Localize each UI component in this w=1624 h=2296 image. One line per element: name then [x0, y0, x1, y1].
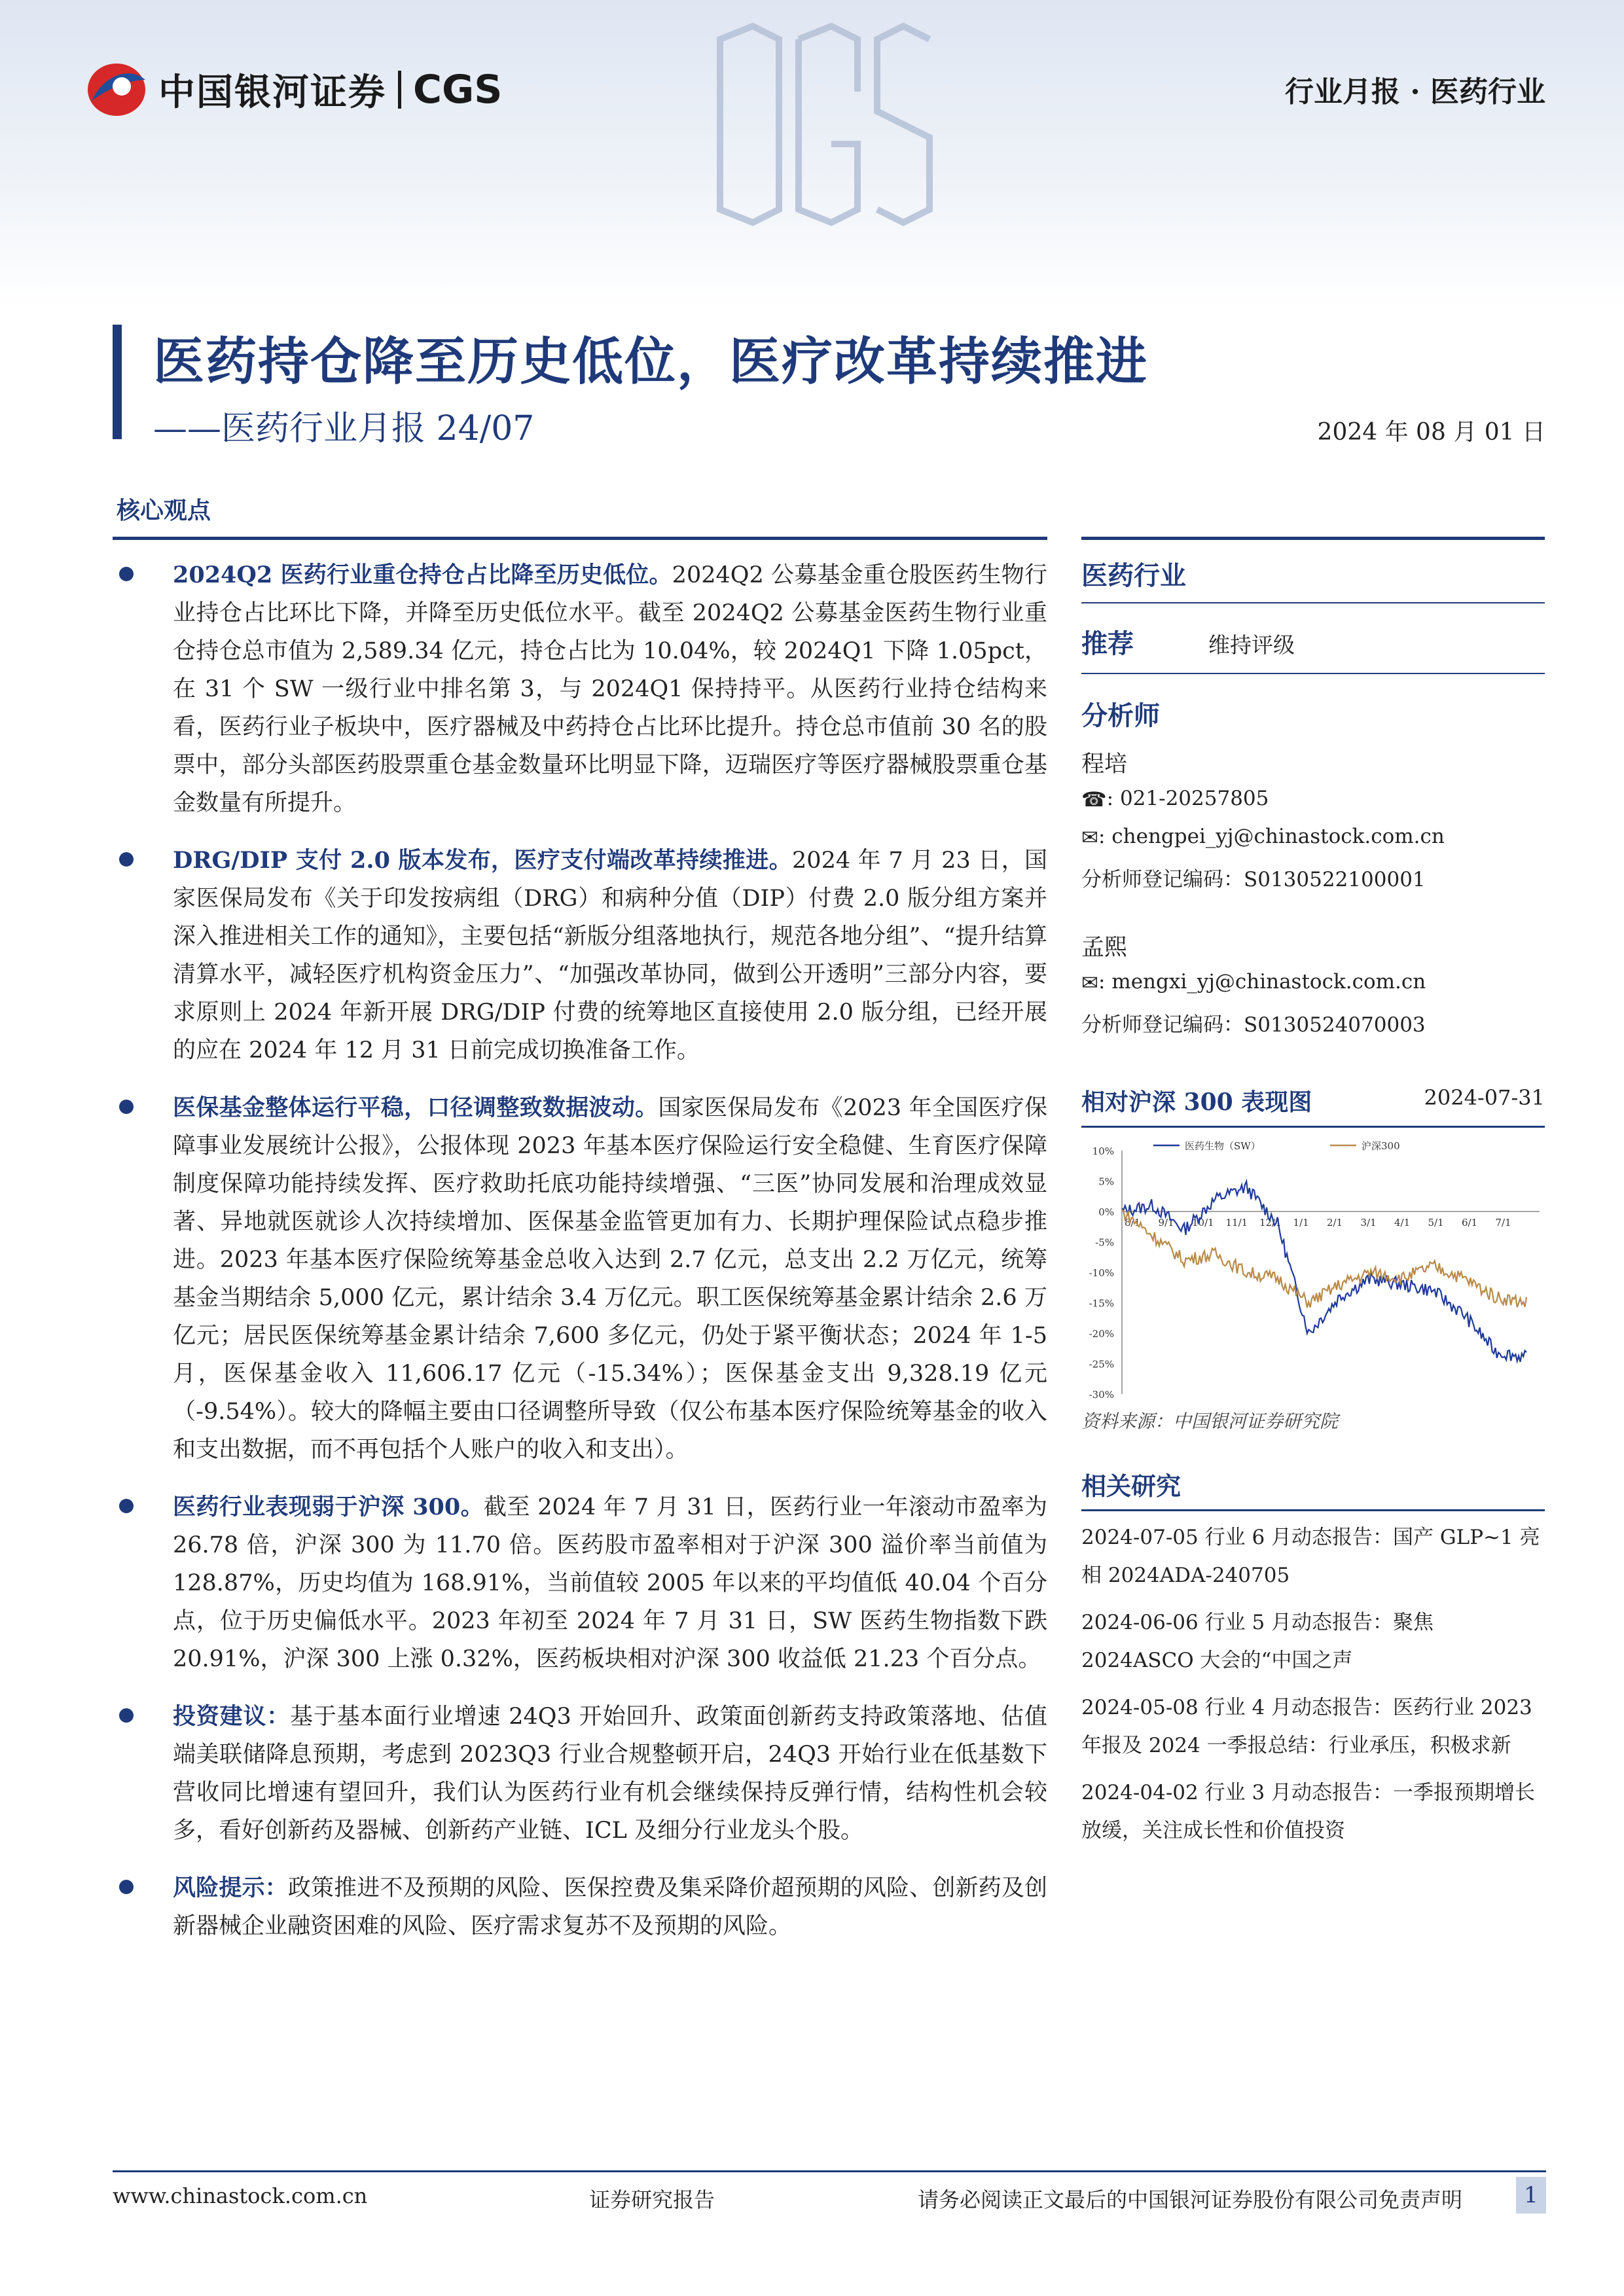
- related-heading: 相关研究: [1081, 1471, 1182, 1501]
- bullet-icon: [119, 1880, 134, 1894]
- x-tick-label: 1/1: [1293, 1217, 1309, 1229]
- bullet-paragraph: [173, 1089, 1047, 1469]
- x-tick-label: 11/1: [1225, 1217, 1248, 1229]
- y-tick-label: -5%: [1095, 1236, 1114, 1249]
- footer-rule: [113, 2170, 1546, 2172]
- bullet-item: [113, 1869, 1047, 1945]
- footer-disclaimer: 请务必阅读正文最后的中国银河证券股份有限公司免责声明: [918, 2187, 1463, 2212]
- sidebar-top-rule: [1081, 537, 1545, 540]
- analyst-email-row: ✉: chengpei_yj@chinastock.com.cn: [1081, 825, 1445, 850]
- x-tick-label: 5/1: [1428, 1217, 1444, 1229]
- related-item[interactable]: 2024-04-02 行业 3 月动态报告：一季报预期增长放缓，关注成长性和价值投资: [1081, 1781, 1536, 1842]
- chart-rule: [1081, 1126, 1545, 1128]
- x-tick-label: 10/1: [1192, 1217, 1214, 1229]
- title-accent-bar: [113, 325, 122, 439]
- analyst-phone-row: ☎: 021-20257805: [1081, 787, 1269, 812]
- chart-heading: 相对沪深 300 表现图: [1081, 1088, 1312, 1116]
- y-tick-label: -15%: [1089, 1297, 1114, 1310]
- logo-text: 中国银河证券: [158, 71, 386, 114]
- bullet-paragraph: [173, 1488, 1047, 1678]
- bullet-lead: DRG/DIP 支付 2.0 版本发布，医疗支付端改革持续推进。: [173, 847, 793, 874]
- bullet-icon: [119, 852, 134, 867]
- x-tick-label: 6/1: [1462, 1217, 1478, 1229]
- y-tick-label: -30%: [1089, 1389, 1114, 1401]
- page-title: 医药持仓降至历史低位，医疗改革持续推进: [153, 332, 1149, 391]
- rating-label: 推荐: [1081, 628, 1134, 659]
- bullet-text: 2024Q2 公募基金重仓股医药生物行业持仓占比环比下降，并降至历史低位水平。截至 2024Q2 公募基金医药生物行业重仓持仓总市值为 2,589.34 亿元，持仓占比为 10.04%，较 2024Q1 下降 1.05pct，在 31 个 SW 一级行业中排名第 3，与 2024Q1 保持持平。从医药行业持仓结构来看，医药行业子板块中，医疗器械及中药持仓占比环比提升。持仓总市值前 30 名的股票中，部分头部医药股票重仓基金数量环比明显下降，迈瑞医疗等医疗器械股票重仓基金数量有所提升。: [173, 562, 1047, 816]
- x-tick-label: 8/1: [1125, 1217, 1141, 1229]
- bullet-lead: 2024Q2 医药行业重仓持仓占比降至历史低位。: [173, 562, 672, 588]
- x-tick-label: 3/1: [1360, 1217, 1377, 1229]
- x-tick-label: 2/1: [1327, 1217, 1343, 1229]
- bullet-icon: [119, 1499, 134, 1513]
- related-item[interactable]: 2024-05-08 行业 4 月动态报告：医药行业 2023 年报及 2024 一季报总结：行业承压，积极求新: [1081, 1696, 1532, 1757]
- bullet-text: 政策推进不及预期的风险、医保控费及集采降价超预期的风险、创新药及创新器械企业融资困难的风险、医疗需求复苏不及预期的风险。: [173, 1875, 1047, 1939]
- bullet-lead: 医药行业表现弱于沪深 300。: [173, 1494, 484, 1520]
- bullet-icon: [119, 567, 134, 581]
- x-tick-label: 7/1: [1495, 1217, 1511, 1229]
- legend-label: 医药生物（SW）: [1185, 1140, 1261, 1152]
- bullet-text: 基于基本面行业增速 24Q3 开始回升、政策面创新药支持政策落地、估值端美联储降息预期，考虑到 2023Q3 行业合规整顿开启，24Q3 开始行业在低基数下营收同比增速有望回升，我们认为医药行业有机会继续保持反弹行情，结构性机会较多，看好创新药及器械、创新药产业链、ICL 及细分行业龙头个股。: [173, 1704, 1047, 1844]
- bullet-lead: 医保基金整体运行平稳，口径调整致数据波动。: [173, 1094, 659, 1121]
- bullet-item: [113, 1089, 1047, 1469]
- analyst-email[interactable]: chengpei_yj@chinastock.com.cn: [1111, 825, 1445, 848]
- legend-label: 沪深300: [1362, 1140, 1400, 1152]
- bullet-item: [113, 556, 1047, 822]
- x-tick-label: 9/1: [1158, 1217, 1174, 1229]
- y-tick-label: -20%: [1089, 1328, 1114, 1340]
- performance-chart: [1081, 1132, 1545, 1407]
- bullet-lead: 风险提示：: [173, 1874, 288, 1901]
- analyst-phone: 021-20257805: [1119, 787, 1269, 810]
- analyst-heading: 分析师: [1081, 700, 1160, 731]
- page-subtitle: ——医药行业月报 24/07: [153, 409, 535, 448]
- sidebar-rule: [1081, 602, 1545, 603]
- analyst-name: 程培: [1081, 751, 1128, 778]
- bullet-paragraph: [173, 1698, 1047, 1850]
- bullet-icon: [119, 1708, 134, 1723]
- bullet-paragraph: [173, 1869, 1047, 1945]
- y-tick-label: 0%: [1098, 1206, 1114, 1218]
- bullet-item: [113, 1698, 1047, 1850]
- y-tick-label: -25%: [1089, 1358, 1114, 1371]
- bullet-paragraph: [173, 842, 1047, 1069]
- report-date: 2024 年 08 月 01 日: [1317, 419, 1545, 446]
- x-tick-label: 4/1: [1394, 1217, 1411, 1229]
- sidebar-rule: [1081, 673, 1545, 674]
- footer-website[interactable]: www.chinastock.com.cn: [113, 2183, 368, 2208]
- company-logo: [85, 60, 503, 119]
- footer-center: 证券研究报告: [589, 2187, 715, 2212]
- bullet-text: 截至 2024 年 7 月 31 日，医药行业一年滚动市盈率为 26.78 倍，沪深 300 为 11.70 倍。医药股市盈率相对于沪深 300 溢价率当前值为 128.87%，历史均值为 168.91%，当前值较 2005 年以来的平均值低 40.04 个百分点，位于历史偏低水平。2023 年初至 2024 年 7 月 31 日，SW 医药生物指数下跌 20.91%，沪深 300 上涨 0.32%，医药板块相对沪深 300 收益低 21.23 个百分点。: [173, 1494, 1047, 1672]
- analyst-email[interactable]: mengxi_yj@chinastock.com.cn: [1111, 970, 1426, 994]
- galaxy-logo-icon: [85, 60, 148, 119]
- rating-value: 维持评级: [1208, 632, 1295, 658]
- related-item[interactable]: 2024-07-05 行业 6 月动态报告：国产 GLP~1 亮相 2024ADA-240705: [1081, 1526, 1540, 1587]
- email-icon: ✉: [1081, 825, 1098, 850]
- y-tick-label: 5%: [1098, 1175, 1114, 1188]
- bullet-icon: [119, 1100, 134, 1114]
- analyst-email-row: ✉: mengxi_yj@chinastock.com.cn: [1081, 970, 1426, 995]
- bullet-paragraph: [173, 556, 1047, 822]
- email-icon: ✉: [1081, 971, 1098, 995]
- core-bullets: [113, 556, 1047, 1965]
- bullet-text: 2024 年 7 月 23 日，国家医保局发布《关于印发按病组（DRG）和病种分值（DIP）付费 2.0 版分组方案并深入推进相关工作的通知》，主要包括“新版分组落地执行，规范各地分组”、“提升结算清算水平，减轻医疗机构资金压力”、“加强改革协同，做到公开透明”三部分内容，要求原则上 2024 年新开展 DRG/DIP 付费的统筹地区直接使用 2.0 版分组，已经开展的应在 2024 年 12 月 31 日前完成切换准备工作。: [173, 848, 1047, 1064]
- bullet-item: [113, 842, 1047, 1069]
- report-type: 行业月报 · 医药行业: [1285, 75, 1545, 109]
- analyst-name: 孟熙: [1081, 935, 1128, 961]
- y-tick-label: -10%: [1089, 1267, 1114, 1279]
- phone-icon: ☎: [1081, 787, 1107, 812]
- related-rule: [1081, 1509, 1545, 1511]
- analyst-reg: 分析师登记编码：S0130524070003: [1081, 1013, 1426, 1037]
- cgs-watermark: [707, 13, 943, 236]
- analyst-reg: 分析师登记编码：S0130522100001: [1081, 868, 1426, 891]
- logo-separator: [398, 71, 401, 109]
- core-view-heading: 核心观点: [117, 497, 211, 524]
- y-tick-label: 10%: [1092, 1145, 1114, 1157]
- related-item[interactable]: 2024-06-06 行业 5 月动态报告：聚焦 2024ASCO 大会的“中国之声: [1081, 1611, 1434, 1672]
- chart-date: 2024-07-31: [1424, 1085, 1545, 1110]
- bullet-text: 国家医保局发布《2023 年全国医疗保障事业发展统计公报》，公报体现 2023 年基本医疗保险运行安全稳健、生育医疗保障制度保障功能持续发挥、医疗救助托底功能持续增强、“三医”协同发展和治理成效显著、异地就医就诊人次持续增加、医保基金监管更加有力、长期护理保险试点稳步推进。2023 年基本医疗保险统筹基金总收入达到 2.7 亿元，总支出 2.2 万亿元，统筹基金当期结余 5,000 亿元，累计结余 3.4 万亿元。职工医保统筹基金累计结余 2.6 万亿元；居民医保统筹基金累计结余 7,600 多亿元，仍处于紧平衡状态；2024 年 1-5 月，医保基金收入 11,606.17 亿元（-15.34%）；医保基金支出 9,328.19 亿元（-9.54%）。较大的降幅主要由口径调整所导致（仅公布基本医疗保险统筹基金的收入和支出数据，而不再包括个人账户的收入和支出）。: [173, 1095, 1047, 1463]
- bullet-item: [113, 1488, 1047, 1678]
- logo-brand: CGS: [413, 67, 503, 113]
- industry-label: 医药行业: [1081, 560, 1186, 591]
- related-list: [1081, 1518, 1545, 1859]
- series-line-1: [1122, 1181, 1526, 1362]
- core-view-rule: [113, 537, 1047, 540]
- chart-source: 资料来源：中国银河证券研究院: [1081, 1410, 1339, 1432]
- bullet-lead: 投资建议：: [173, 1703, 291, 1730]
- page-number: 1: [1516, 2177, 1546, 2214]
- x-tick-label: 12/1: [1259, 1217, 1282, 1229]
